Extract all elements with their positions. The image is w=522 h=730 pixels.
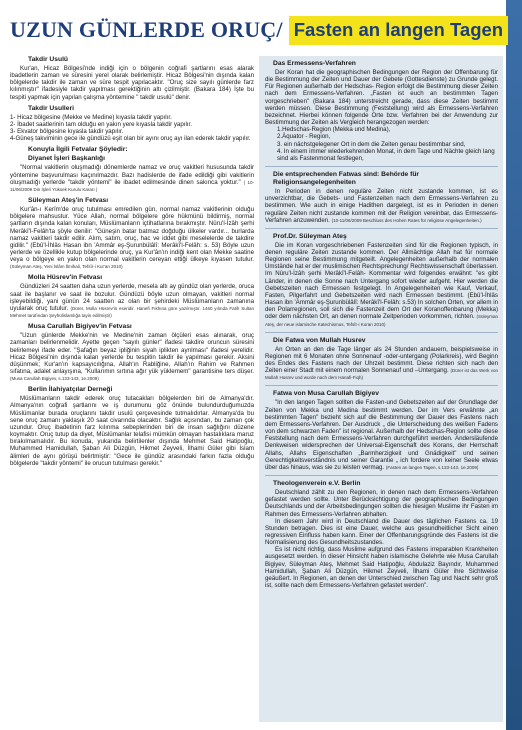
- divider: [265, 166, 498, 167]
- section-text: [10, 332, 254, 382]
- fatwa-text: Kur'ân-ı Kerîm'de oruç tutulması emredilen gün, normal namaz vakitlerinin olduğu bölgelere mahsustur. Yüce Allah, normal bölgelere göre hükmünü bildirmiş, normal şartların dışında kalan konuları, Müslümanların içtihatlarına bırakmıştır. Nûru'l-İzâh şerhi Merâkî'l-Felâh'ta şöyle denilir: "Güneşin batar batmaz doğduğu ülkeler vardır... burlarda namaz vakitleri takdir edilir. Alım, satım, oruç, hac ve iddet gibi meselelerde de takdire gidilir." (Ebû'l-İhlâs Hasan ibn 'Ammâr eş-Şurunbülâlî: Merâkî'l-Felâh: s. 53) Böyle uzun yerlerde ve özellikle kutup bölgelerinde oruç, ya Kur'ân'ın indiği kent olan Mekke saatine veya o bölgeye en yakın olan normal vakitlerin cereyan ettiği ülkeye kıyasen tutulur.: [10, 206, 254, 264]
- section-subheading: Diyanet İşleri Başkanlığı: [28, 155, 105, 163]
- section-text: Müslümanların takdir ederek oruç tutacakları bölgelerden biri de Almanya'dır. Almanya'nın coğrafi şartlarını ve iş durumunu göz önünde bulundurduğumuzda Müslümanlar burada oruçlarını takdir usulü çerçevesinde tutmalıdırlar. Almanya'da bu sene oruç zamanı yaklaşık 20 saat civarında olacaktır. Sağlık açısından, bu zaman çok uzundur. Oruç ibadetinin farz kılınma sebeplerinden biri de insan sağlığını düzene koymaktır. Oruç tutup da diyet, Müslümanlar telafisi mümkün olmayan hastalıklara maruz bırakılmamalıdır. Bu konuda, yukarıda belirtilenler dışında Mehmet Said Hatipoğlu, Muhammed Hamidullah, Şaban Ali Düzgün, Hikmet Zeyveli, İlhami Güler gibi İslam âlimleri de aynı görüşü belirtmiştir: "Gece ile gündüz arasındaki farkın fazla olduğu bölgelerde "takdir yöntemi" ile orucun tutulması gerekir.": [10, 395, 254, 467]
- fatwa-text: Die im Koran vorgeschriebenen Fastenzeiten sind für die Regionen typisch, in denen reguläre Zeiten zustande kommen. Der Allmächtige Allah hat für normale Regionen seine Bestimmung mitgeteilt. Angelegenheiten außerhalb der normalen Umstände hat er der muslimischen Rechtsprechung/ Rechtswissenschaft überlassen. Im Nûru'l-İzâh şerhi Merâkî'l-Felâh- Kommentar wird folgendes erwähnt: "es gibt Länder, in denen die Sonne nach Untergang sofort wieder aufgeht. Hier werden die Gebetszeiten nach Ermessen festgelegt. In Angelegenheiten wie Kauf, Verkauf, Fasten, Pilgerfahrt und Gebetszeiten wird nach Ermessen bestimmt. (Ebû'l-İhlâs Hasan ibn 'Ammâr eş-Şurunbülâlî: Merâkî'l-Felâh: s.53) In solchen Orten, vor allem in den Polarregionen, soll sich die Fastenzeit dem Ort der Koranoffenbarung (Mekka) oder dem nächsten Ort, an denen normale Zeitperioden vorkommen, richten.: [265, 241, 498, 321]
- section-text: Kur'an, Hicaz Bölgesi'nde indiği için o bölgenin coğrafi şartlarını esas alarak ibadetlerin zaman ve süresini yerel olarak belirlemiştir. Hicaz Bölgesi'nin dışında kalan bölgelerde takdir ile zaman ve süre tespit yapılacaktır. "Oruç size sayılı günlerde farz kılınmıştır" ifadesiyle takdir yapılması gerektiğinin altı çizilmiştir. (Bakara 184) İşte bu tespiti yapmak için yapılan çalışma yöntemine " takdir usulü" denir.: [10, 65, 254, 101]
- section-mullah-husrev: [265, 337, 498, 382]
- divider: [265, 385, 498, 386]
- source-note: (Süleyman Ateş, der neue islamische Katechismus, Tefsîr-i Koran 2010): [265, 314, 498, 327]
- section-text: [265, 188, 498, 224]
- section-heading: Molla Hüsrev'in Fetvası: [28, 274, 103, 282]
- column-turkish: [10, 56, 254, 722]
- divider: [265, 332, 498, 333]
- divider: [265, 228, 498, 229]
- source-note: (Dürer, Molla Hüsrev'in eseridir. Hanefi Fıkhına göre yazılmıştır. 1460 yılında Fatih Sultan Mehmet tarafından Şeyhülislamlığa tayin edilmiştir): [10, 305, 254, 319]
- section-berlin-ilahiyatcilar: [10, 386, 254, 467]
- fatwa-text: "In den langen Tagen sollten die Fasten-und Gebetszeiten auf der Grundlage der Zeiten von Mekka und Medina bestimmt werden. Der im Vers erwähnte „an bestimmten Tagen" bezieht sich auf die Bestimmung der Dauer des Fastens nach dem Ermessens-Verfahren. Der Ausdruck „ die Unterscheidung des weißen Fadens von dem schwarzen Faden" ist regional. Außerhalb der Hedschas-Region sollte diese Feststellung nach dem Ermessens-Verfahren durchgeführt werden. Andersläufende Denkweisen widersprechen der Universal-Eigenschaft des Korans, der Herrschaft Allahs, Allahs Eigenschaften „Barmherzigkeit und Gnädigkeit" und seinen Gerechtigkeitsverständnis und seiner Garantie „ ich fordere von keiner Seele etwas über das hinaus, was sie zu leisten vermag.: [265, 399, 498, 471]
- section-heading: Die entsprechenden Fatwas sind: Behörde für Religionsangelegenheiten: [273, 171, 420, 187]
- section-musa-carullah-de: [265, 390, 498, 471]
- fatwa-text: In Perioden in denen reguläre Zeiten nicht zustande kommen, ist es unverzichtbar, die Gebets- und Fastenzeiten nach dem Ermessens-Verfahren zu bestimmen. Wie auch in einige Hadithen dargelegt, ist es in Perioden in denen reguläre Zeiten nicht zustande kommen mit der Religion vereinbar, das Ermessens-Verfahren anzuwenden.: [265, 188, 498, 224]
- header: [10, 13, 510, 47]
- source-note: ( 10-11/06/2009 Din İşleri Yüksek Kurulu Kararı ): [10, 179, 254, 192]
- section-suleyman-ates: [10, 197, 254, 270]
- section-heading: Fatwa von Musa Carullah Bigiyev: [273, 390, 379, 398]
- list-item: 2.Äquator - Region,: [277, 133, 331, 141]
- section-heading: Takdir Usulleri: [28, 104, 74, 112]
- source-note: (Dürer ist das Werk von Mullah Husrev und wurde nach dem Hanafi-Fiqh): [265, 368, 498, 381]
- section-text: Es ist nicht richtig, dass Muslime aufgrund des Fastens irreparablen Krankheiten ausgesetzt werden. In dieser Hinsicht haben islamische Gelehrte wie Musa Carullah Bigiyev, Süleyman Ateş, Mehmet Said Hatipoğlu, Abdulaziz Bayındır, Muhammed Hamidullah, Şaban Ali Düzgün, Hikmet Zeyveli, İlhami Güler ihre Sichtweise geäußert. In Regionen, an denen der Unterschied zwischen Tag und Nacht sehr groß ist, sollte nach dem Ermessens-Verfahren gefastet werden".: [265, 546, 498, 590]
- title-turkish: UZUN GÜNLERDE ORUÇ/: [10, 17, 283, 42]
- list-item: 3. ein nächstgelegener Ort in dem die Zeiten genau bestimmbar sind,: [277, 140, 466, 148]
- section-text: In diesem Jahr wird in Deutschland die Dauer des täglichen Fastens ca. 19 Stunden betragen. Dies ist eine Dauer, welche aus gesundheitlicher Sicht einen regressiven Einfluss haben kann. Einer der Offenbarungsgründe des Fastens ist die Normalisierung des Gesundheitszustandes.: [265, 517, 498, 547]
- method-list: [265, 126, 498, 162]
- list-item: 4. In einem immer wiederkehrenden Monat, in dem Tage und Nächte gleich lang sind als Fastenmonat festlegen,: [277, 147, 495, 162]
- section-text: Deutschland zählt zu den Regionen, in denen nach dem Ermessens-Verfahren gefastet werden sollte. Unter Berücksichtigung der geographischen Bedingungen Deutschlands und der Arbeitsbedingungen sollten die hiesigen Muslime ihr Fasten im Rahmen des Ermessens-Verfahren abhalten.: [265, 489, 498, 518]
- fatwa-text: An Orten an den die Tage länger als 24 Stunden andauern, beispielsweise in Regionen mit 6 Monaten ohne Sonnenauf -oder-untergang (Polarkreis), wird Beginn des Endes des Fastens nach der Uhrzeit bestimmt. Diese richten sich nach den Zeiten einer Stadt mit einem normalen Sonnenauf und –Untergang.: [265, 345, 498, 375]
- section-behoerde: [265, 171, 498, 224]
- section-ermessens-verfahren: [265, 60, 498, 162]
- list-item: 2- İbadet saatlerinin tam olduğu en yakın yere kıyasla takdir yapılır.: [10, 120, 192, 128]
- section-heading: Das Ermessens-Verfahren: [273, 60, 356, 67]
- side-stripe: [506, 0, 522, 730]
- list-item: 1- Hicaz bölgesine (Mekke ve Medine) kıyasla takdir yapılır.: [10, 113, 172, 121]
- list-item: 4-Güneş takviminin gece ile gündüzü eşit olan bir ayını oruç ayı ilan ederek takdir yapılır.: [10, 135, 251, 143]
- section-heading: Takdir Usulü: [28, 56, 69, 63]
- section-text: [10, 206, 254, 270]
- section-heading: Berlin İlahiyatçılar Derneği: [28, 386, 113, 394]
- source-note: (Musa Carullah Bigiyev, s.133-143, 1e.2009): [10, 376, 99, 382]
- section-heading: Theologenverein e.V. Berlin: [273, 480, 361, 488]
- fatwa-text: "Uzun günlerde Mekke'nin ve Medine'nin zaman ölçüleri esas alınarak, oruç zamanları belirlenmelidir. Ayette geçen "sayılı günler" ifadesi takdire oruncun süresini belirlemeyi ifade eder. "Şafağın beyaz ipliğinin siyah iplikten ayrılması" ifadesi yerelidir. Hicaz Bölgesi'nin dışında kalan yerlerde bu tespitin takdir ile yapılması gerekir. Aksini düşünmek; Kur'an'ın kapsayıcılığına, Allah'ın Rabliğine, Allah'ın Rahim ve Rahmen sıfatına, adalet anlayışına, "Kullarımın sırtına ağır yük yüklemem" garantisine ters düşer.: [10, 332, 254, 375]
- column-german: [259, 56, 503, 722]
- section-text: [10, 283, 254, 319]
- section-text: [265, 346, 498, 382]
- quote-text: "Normal vakitlerin oluşmadığı dönemlerde namaz ve oruç vakitleri hususunda takdir yöntemine başvurulması kaçınılmazdır. Bazı hadislerde de ifade edildiği gibi vakitlerin oluşmadığı yerlerde "takdir yöntemi" ile ibadet edilmesinde dinen sakınca yoktur.": [10, 164, 254, 186]
- section-heading: Prof.Dr. Süleyman Ateş: [273, 232, 347, 240]
- section-theologenverein: [265, 480, 498, 589]
- section-text: [265, 242, 498, 328]
- section-musa-carullah: [10, 323, 254, 382]
- title-german: Fasten an langen Tagen: [289, 16, 508, 45]
- section-molla-husrev: [10, 274, 254, 319]
- fatwa-text: Gündüzleri 24 saatten daha uzun yerlerde, mesela altı ay gündüz olan yerlerde, oruca saat ile başlanır ve saat ile bozulur. Gündüzü böyle uzun olmayan, vakitleri normal işleyebildiği, yani günün 24 saatten az olan bir şehirdeki Müslümanların zamanına uyularak oruç tutulur.: [10, 283, 254, 312]
- method-list: [10, 114, 254, 143]
- source-note: (Süleyman Ateş, Yeni İslâm İlmihali, Tefsîr-i Kur'an 2010): [10, 264, 123, 270]
- section-text: Der Koran hat die geographischen Bedingungen der Region der Offenbarung für die Bestimmung der Zeiten und Dauer der Gebete (Gottesdienste) zu Grunde gelegt. Für Regionen außerhalb der Hedschas- Region erfolgt die Bestimmung dieser Zeiten nach dem Ermessens-Verfahren. „Fasten ist euch an bestimmten Tagen vorgeschrieben" (Bakara 184) unterstreicht gerade, dass diese Zeiten bestimmt werden müssen. Diese Bestimmung (Feststellung) wird als Ermessens-Verfahren bezeichnet. Hierbei können folgende Orte bzw. Verfahren bei der Anwendung zur Bestimmung der Zeiten als Vergleich herangezogen werden:: [265, 69, 498, 127]
- section-heading: Die Fatwa von Mullah Husrev: [273, 336, 366, 344]
- section-diyanet: [10, 146, 254, 193]
- list-item: 3- Ekvator bölgesine kıyasla takdir yapılır.: [10, 128, 124, 136]
- section-text: [10, 164, 254, 193]
- section-heading: Musa Carullah Bigiyev'in Fetvası: [28, 323, 132, 331]
- section-heading: Konuyla İlgili Fetvalar Şöyledir:: [28, 146, 128, 154]
- source-note: (10-11/06/2009 Beschluss des Hohen Rates für religiöse Angelegenheiten.): [331, 217, 482, 223]
- section-prof-ates: [265, 233, 498, 328]
- divider: [265, 475, 498, 476]
- section-takdir-usulu: [10, 56, 254, 101]
- section-heading: Süleyman Ateş'in Fetvası: [28, 197, 109, 205]
- section-takdir-usulleri: [10, 105, 254, 143]
- list-item: 1.Hedschas-Region (Mekka und Medina),: [277, 126, 391, 134]
- section-text: [265, 399, 498, 471]
- source-note: (Fasten an langen Tagen, s.133-143, 1e.2009): [385, 464, 479, 470]
